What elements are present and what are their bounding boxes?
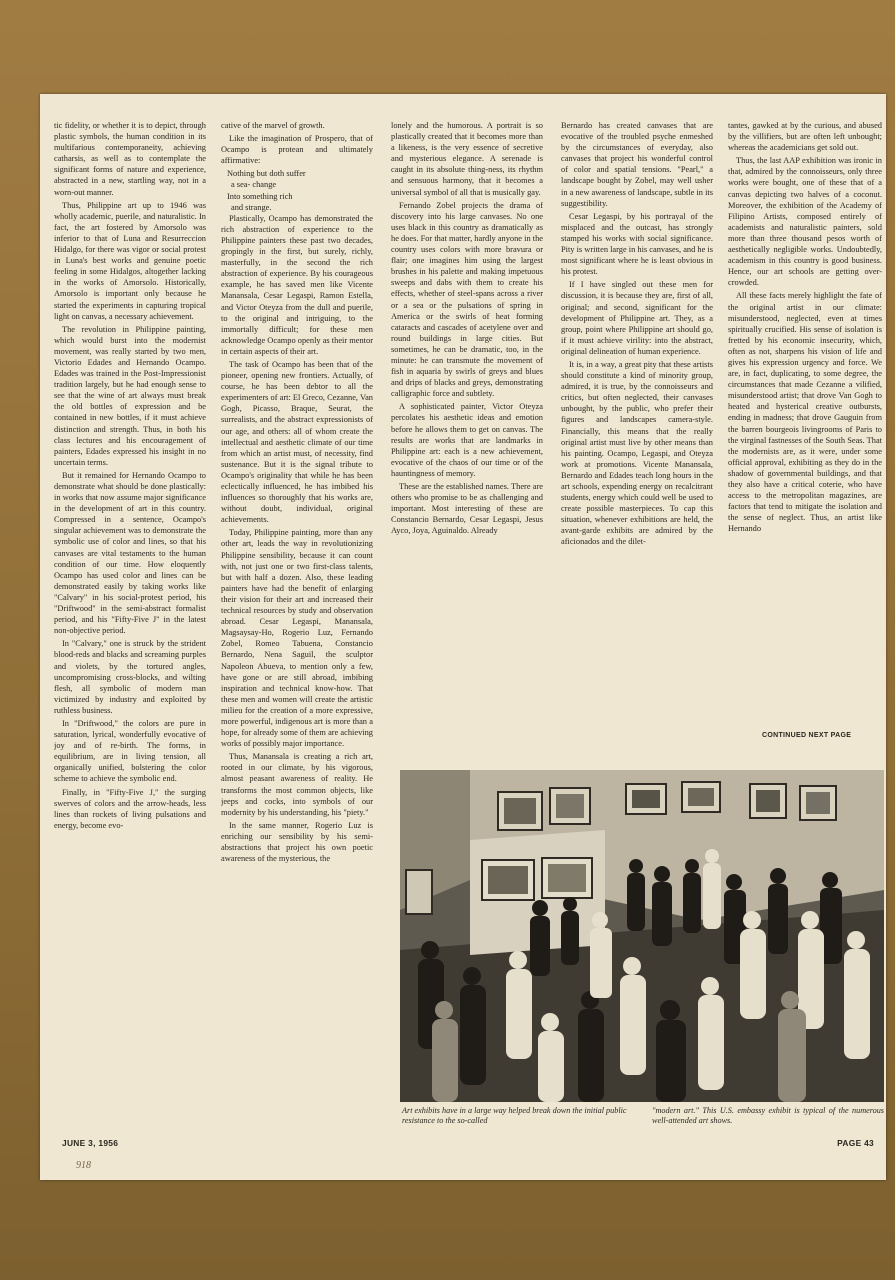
verse-line: and strange. [231, 202, 272, 212]
verse-line: a sea- change [231, 180, 277, 190]
article-column-3 [391, 120, 543, 768]
paragraph: Like the imagination of Prospero, that of Ocampo is protean and ultimately affirmative: [221, 134, 373, 166]
paragraph: In "Calvary," one is struck by the strident blood-reds and blacks and screaming purples and violets, by the tortured angles, uncompromising cross-blocks, and wilting flesh, all symbolic of modern man victimized by industry and exploited by ruthless business. [54, 639, 206, 715]
paragraph: Finally, in "Fifty-Five J," the surging swerves of colors and the arrow-heads, less lines than rockets of living pulsations and energy, become evo- [54, 787, 206, 830]
photo-caption-right: "modern art." This U.S. embassy exhibit is typical of the numerous well-attended art shows. [652, 1106, 884, 1126]
paragraph: The task of Ocampo has been that of the pioneer, opening new frontiers. Actually, of course, he has been debtor to all the experimenters of art: El Greco, Cezanne, Van Gogh, Picasso, Braque, Seurat, the surrealists, and the abstract expressionists of our age, and others: all of whom create the intellectual and aesthetic climate of our time from which an artist must, of necessity, find sustenance. But it is the signal tribute to Ocampo's originality that while he has been eclectically influenced, he has imbibed his influences so thoroughly that his works are, without doubt, individual, original achievements. [221, 359, 373, 525]
paragraph: These are the established names. There are others who promise to be as challenging and important. Most interesting of these are Constancio Bernardo, Cesar Legaspi, Jesus Ayco, Joya, Aguinaldo. Already [391, 482, 543, 536]
exhibition-photo-illustration [400, 770, 884, 1102]
pencil-annotation: 918 [76, 1160, 91, 1171]
paragraph: In "Driftwood," the colors are pure in saturation, lyrical, wonderfully evocative of joy and of re-birth. The forms, in equilibrium, are in living tension, all organically unified, bolstering the color scheme to achieve the symbolic end. [54, 718, 206, 784]
paragraph: Plastically, Ocampo has demonstrated the rich abstraction of experience to the Philippine painters these past two decades, gropingly in the first, but surely, richly, masterfully, in the second the rich abstraction of experience. By his courageous example, he has saved men like Vicente Manansala, Cesar Legaspi, Ramon Estella, and Victor Oteyza from the dull and puerile, to the original and intriguing, to the immortally difficult; for these men acknowledge Ocampo openly as their mentor in certain aspects of their art. [221, 213, 373, 356]
paragraph: tic fidelity, or whether it is to depict, through plastic symbols, the human condition in its multifarious contemporaneity, achieving catharsis, as well as to contemplate the significant forms of nature and experience, abstracted in a new, startling way, not in a worn-out manner. [54, 121, 206, 197]
verse-line: Into something rich [227, 191, 293, 201]
paragraph: Bernardo has created canvases that are evocative of the troubled psyche enmeshed by the circumstances of everyday, also canvases that project his wonderful control of color and spatial tensions. "Pearl," a landscape bought by Zobel, may well usher in a new awareness of landscape, subtle in its suggestibility. [561, 121, 713, 208]
continued-next-page: CONTINUED NEXT PAGE [762, 732, 852, 739]
article-column-4 [561, 120, 713, 768]
paragraph: tantes, gawked at by the curious, and abused by the villifiers, but are often left unbought; whereas the academicians get sold out. [728, 121, 882, 153]
quoted-verse [221, 168, 373, 212]
paragraph: It is, in a way, a great pity that these artists should constitute a kind of minority group, admired, it is true, by the connoisseurs and critics, but often neglected, their canvases unbought, by the public, who prefer their figures and landscapes camera-style. Financially, this means that the really original artist must live by other means than his painting. Ocampo, Legaspi, and Oteyza work at promotions. Vicente Manansala, Bernardo and Edades teach long hours in the art schools, expending energy on recalcitrant students, energy which could well be used to create possible masterpieces. To cap this situation, whenever exhibitions are held, the avant-garde exhibits are admired by the aficionados and the dilet- [561, 359, 713, 547]
paragraph: cative of the marvel of growth. [221, 121, 325, 130]
article-column-5 [728, 120, 882, 748]
paragraph: In the same manner, Rogerio Luz is enriching our sensibility by his semi-abstractions that project his own poetic awareness of the mysterious, the [221, 820, 373, 864]
paragraph: All these facts merely highlight the fate of the original artist in our climate: misunderstood, neglected, even at times spiritually crucified. His sense of isolation is fretted by his economic insecurity, which, often as not, sharpens his vision of life and gives his expression urgency and force. We are, in fact, duplicating, to some degree, the circumstances that made Cezanne a vilified, misunderstood artist; that drove Van Gogh to heated and hysterical creative outbursts, ending in madness; that drove Gauguin from the barren bourgeois livingrooms of Paris to the virginal fastnesses of the South Seas. That the modernists are, as it were, under some official approval, exhibiting as they do in the shadow of governmental buildings, and that they also have a critical coterie, who have access to the metropolitan magazines, are factors that tend to mitigate the isolation and the sense of neglect. Thus, an artist like Hernando [728, 291, 882, 534]
paragraph: Thus, Manansala is creating a rich art, rooted in our climate, by his vigorous, almost peasant awareness of reality. He transforms the most common objects, like jeeps and cocks, into symbols of our modernity by his understanding, his "piety." [221, 752, 373, 817]
paragraph: If I have singled out these men for discussion, it is because they are, first of all, original; and second, significant for the development of Philippine art. They, as a group, point where Philippine art should go, if it must achieve virility: into the abstract, original delineation of human experience. [561, 280, 713, 356]
magazine-page [40, 94, 886, 1180]
article-column-2 [221, 120, 373, 1135]
paragraph: Thus, the last AAP exhibition was ironic in that, admired by the connoisseurs, only three works were bought, one of these that of a canvas depicting two halves of a coconut. Moreover, the exhibition of the Academy of Filipino Artists, composed entirely of academists and naturalistic painters, sold more than three thousand pesos worth of aesthetically negligible works. Undoubtedly, academism in this country is good business. Hence, our art schools are getting over-crowded. [728, 156, 882, 288]
article-column-1 [54, 120, 206, 1120]
paragraph: The revolution in Philippine painting, which would burst into the modernist movement, was really started by two men, Victorio Edades and Hernando Ocampo. Edades was trained in the Post-Impressionist tradition largely, but he had enough sense to see that the wine of art always must break the old bottles of expression and be contained in new bottles, if it must achieve distinction and strength. Thus, in both his class lectures and his encouragement of painters, Edades expressed his insight in no uncertain terms. [54, 324, 206, 467]
paragraph: Today, Philippine painting, more than any other art, leads the way in revolutionizing Philippine sensibility, because it can count with, not just one or two first-class talents, but with half a dozen. Also, these leading painters have had the benefit of enlarging their vision for their art and increased their technical resources by study and observation abroad. Cesar Legaspi, Manansala, Magsaysay-Ho, Rogerio Luz, Fernando Zobel, Romeo Tabuena, Constancio Bernardo, Nena Saguil, the sculptor Napoleon Abueva, to mention only a few, have gone or are still abroad, imbibing inspiration and technical know-how. That these men and women will create the artistic milieu for the creation of a more expressive, more powerful, indigenous art is more than a hope, for already some of them are achieving works of possibly major importance. [221, 528, 373, 749]
page-number: PAGE 43 [837, 1138, 874, 1148]
paragraph: Cesar Legaspi, by his portrayal of the misplaced and the outcast, has strongly stamped his works with social significance. Pity is written large in his canvases, and he is most significant where he is least obvious in his protest. [561, 211, 713, 277]
paragraph: But it remained for Hernando Ocampo to demonstrate what should be done plastically: in works that now assume major significance in the development of art in this country. Compressed in a sentence, Ocampo's singular achievement was to demonstrate the symbolic use of color and lines, so that his canvases are vital testaments to the human condition of our time. How eloquently Ocampo has used color and lines can be demonstrated easily by taking works like "Calvary" in his social-protest period, his "Driftwood" in the semi-abstract formalist period, and his "Fifty-Five J" in the latest non-objective period. [54, 470, 206, 636]
paragraph: Fernando Zobel projects the drama of discovery into his large canvases. No one uses black in this country as dramatically as he does. For that matter, hardly anyone in the country uses colors with more bravura or flair; one imagines him using the largest brushes in his palette and making impetuous sweeps and dabs with them to create his effects, whether of steel-spans across a river or a sea or the pulsations of spring in America or the swirls of heat forming cataracts and cascades of acetylene over and round buildings in large cities. But sometimes, he can be dramatic, too, in the minute: he can transmute the movement of fish in aquaria by swirls of greys and blues and drips of blacks and greys, demonstrating calligraphic force and subtlety. [391, 200, 543, 399]
verse-line: Nothing but doth suffer [227, 169, 306, 179]
issue-date: JUNE 3, 1956 [62, 1138, 119, 1148]
paragraph: A sophisticated painter, Victor Oteyza percolates his aesthetic ideas and emotion before he allows them to get on canvas. The results are works that are landmarks in Philippine art: each is a new achievement, evocative of the chaos of our time or of the hauntingness of memory. [391, 402, 543, 478]
paragraph: Thus, Philippine art up to 1946 was wholly academic, puerile, and naturalistic. In fact, the art fostered by Amorsolo was inferior to that of Luna and Resurreccion Hidalgo, for there was vigor or social protest in Luna's best works and genuine poetic feeling in some Hidalgos, altogether lacking in the works of Amorsolo. Historically, Amorsolo is important only because he started the experiments in capturing tropical light on canvas, a necessary achievement. [54, 200, 206, 321]
paragraph: lonely and the humorous. A portrait is so plastically created that it becomes more than a likeness, is the very essence of secretive and mysterious elegance. A serenade is caught in its absolute thing-ness, its rhythm and sensuous harmony, that it becomes a universal symbol of all that is musically gay. [391, 121, 543, 197]
photo-caption-left: Art exhibits have in a large way helped break down the initial public resistance to the so-called [402, 1106, 627, 1126]
exhibition-photo [400, 770, 884, 1102]
